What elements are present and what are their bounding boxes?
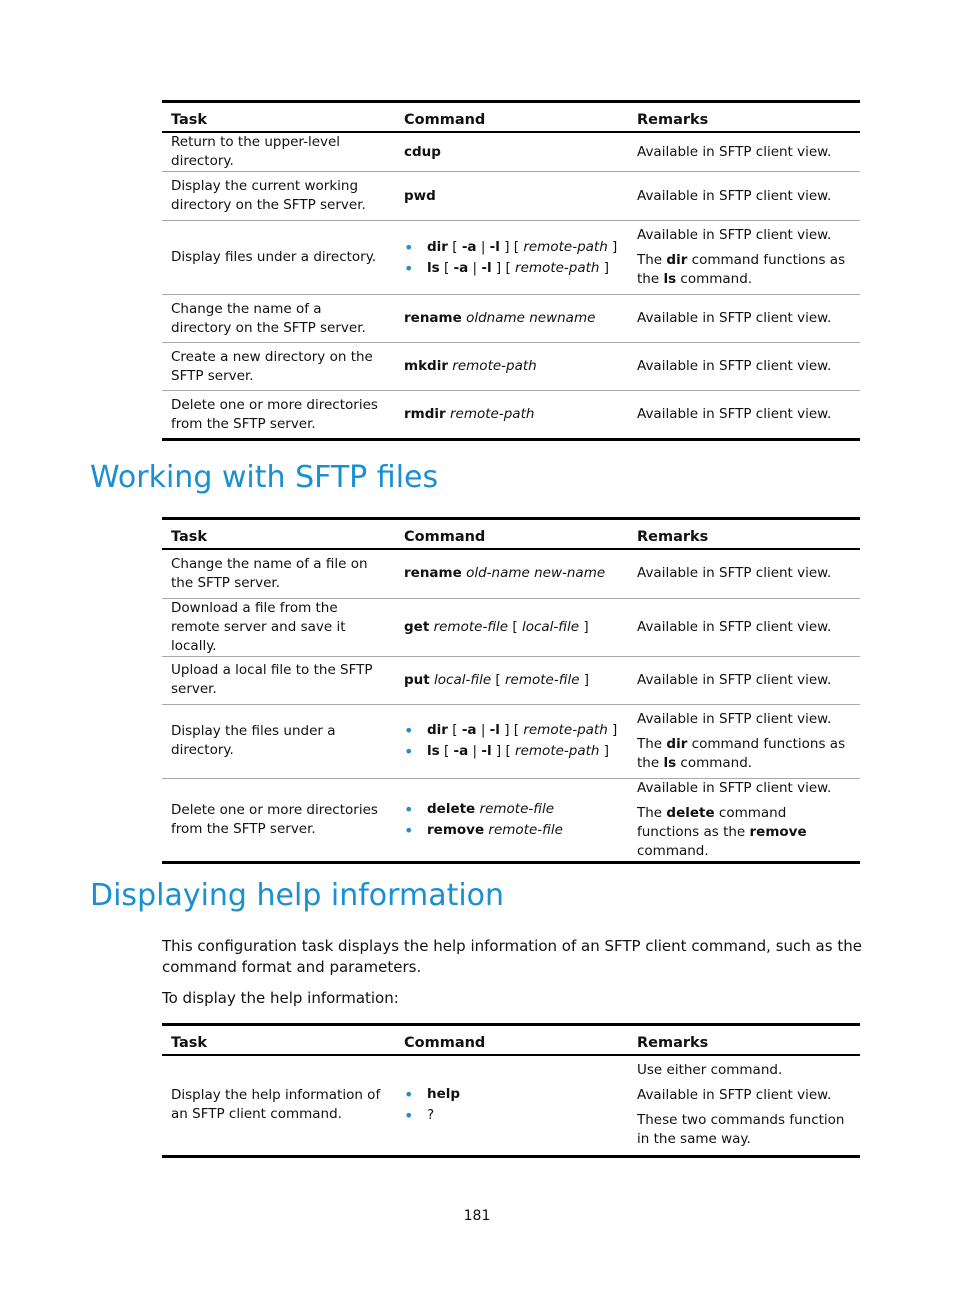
command-list-item: • delete remote-file <box>404 800 619 819</box>
remarks-cell <box>628 132 860 172</box>
help-commands-table <box>162 1023 860 1158</box>
table-row <box>162 221 860 295</box>
header-task: Task <box>162 102 395 133</box>
command-list-item: • remove remote-file <box>404 821 619 840</box>
command-list-item: • ls [ -a | -l ] [ remote-path ] <box>404 742 619 761</box>
command-list <box>404 721 619 761</box>
file-commands-table <box>162 517 860 864</box>
table-header-row <box>162 1025 860 1056</box>
page-number: 181 <box>463 1208 491 1224</box>
task-cell: Display the help information of an SFTP client command. <box>171 1087 381 1123</box>
remarks-cell <box>628 295 860 343</box>
task-cell: Download a file from the remote server and save it locally. <box>162 598 395 656</box>
remark-text: The dir command functions as the ls command. <box>637 735 846 771</box>
task-cell: Display files under a directory. <box>162 221 395 295</box>
header-task: Task <box>162 519 395 550</box>
remark-text: Available in SFTP client view. <box>637 671 832 688</box>
header-remarks: Remarks <box>628 102 860 133</box>
table-row <box>162 132 860 172</box>
remark-text: Use either command. <box>637 1062 783 1079</box>
command-cell: cdup <box>404 143 441 160</box>
directory-commands-table <box>162 100 860 441</box>
remark-text: The dir command functions as the ls command. <box>637 252 846 287</box>
section-title-help-information: Displaying help information <box>90 878 505 913</box>
task-cell: Change the name of a file on the SFTP server. <box>171 555 368 591</box>
remark-text: These two commands function in the same way. <box>637 1112 845 1148</box>
command-list-item: • dir [ -a | -l ] [ remote-path ] <box>404 721 619 740</box>
task-cell: Create a new directory on the SFTP server. <box>162 343 395 391</box>
table-row <box>162 778 860 862</box>
table-header-row <box>162 102 860 133</box>
command-cell <box>395 778 628 862</box>
command-list <box>404 238 619 278</box>
remarks-cell <box>628 598 860 656</box>
command-cell: mkdir remote-path <box>395 343 628 391</box>
remarks-cell <box>628 656 860 704</box>
section-title-working-with-files: Working with SFTP files <box>90 460 439 495</box>
remarks-cell <box>628 704 860 778</box>
command-cell <box>395 1055 628 1156</box>
task-cell: Delete one or more directories from the SFTP server. <box>162 391 395 440</box>
remarks-cell <box>628 172 860 221</box>
header-command: Command <box>395 1025 628 1056</box>
table-row <box>162 598 860 656</box>
command-cell: rename oldname newname <box>395 295 628 343</box>
task-cell: Display the files under a directory. <box>162 704 395 778</box>
header-task: Task <box>162 1025 395 1056</box>
header-remarks: Remarks <box>628 1025 860 1056</box>
remarks-cell <box>628 778 860 862</box>
header-remarks: Remarks <box>628 519 860 550</box>
command-cell: rmdir remote-path <box>395 391 628 440</box>
table-header-row <box>162 519 860 550</box>
table-row <box>162 172 860 221</box>
section-lead-paragraph: To display the help information: <box>162 989 399 1007</box>
remarks-cell <box>628 1055 860 1156</box>
command-cell: pwd <box>395 172 628 221</box>
command-list-item: • dir [ -a | -l ] [ remote-path ] <box>404 238 619 257</box>
task-cell: Upload a local file to the SFTP server. <box>162 656 395 704</box>
command-cell: get remote-file [ local-file ] <box>395 598 628 656</box>
task-cell: Display the current working directory on the SFTP server. <box>162 172 395 221</box>
remark-text: Available in SFTP client view. <box>637 187 832 204</box>
task-cell: Change the name of a directory on the SFTP server. <box>162 295 395 343</box>
command-list-item: • ls [ -a | -l ] [ remote-path ] <box>404 259 619 278</box>
command-list <box>404 800 619 840</box>
remark-text: Available in SFTP client view. <box>637 565 832 582</box>
remark-text: Available in SFTP client view. <box>637 406 832 422</box>
command-cell <box>395 221 628 295</box>
remark-text: Available in SFTP client view. <box>637 710 832 727</box>
command-cell <box>395 704 628 778</box>
header-command: Command <box>395 102 628 133</box>
task-cell: Return to the upper-level directory. <box>171 134 341 169</box>
remark-text: Available in SFTP client view. <box>637 227 832 243</box>
table-row <box>162 343 860 391</box>
remark-text: Available in SFTP client view. <box>637 310 832 326</box>
task-cell: Delete one or more directories from the SFTP server. <box>162 778 395 862</box>
remark-text: Available in SFTP client view. <box>637 143 832 160</box>
table-row <box>162 704 860 778</box>
section-intro-paragraph: This configuration task displays the help information of an SFTP client command, such as the command format and parameters. <box>162 937 862 976</box>
remark-text: Available in SFTP client view. <box>637 358 832 374</box>
remarks-cell <box>628 549 860 598</box>
command-list-item: • help <box>404 1085 619 1104</box>
command-list <box>404 1085 619 1125</box>
table-row <box>162 1055 860 1156</box>
table-row <box>162 549 860 598</box>
remarks-cell <box>628 391 860 440</box>
remarks-cell <box>628 221 860 295</box>
remark-text: Available in SFTP client view. <box>637 779 832 796</box>
header-command: Command <box>395 519 628 550</box>
remark-text: Available in SFTP client view. <box>637 618 832 635</box>
command-cell: put local-file [ remote-file ] <box>395 656 628 704</box>
command-cell: rename old-name new-name <box>404 565 606 582</box>
remarks-cell <box>628 343 860 391</box>
remark-text: Available in SFTP client view. <box>637 1087 832 1104</box>
command-list-item: • ? <box>404 1106 619 1125</box>
table-row <box>162 656 860 704</box>
table-row <box>162 391 860 440</box>
table-row <box>162 295 860 343</box>
remark-text: The delete command functions as the remove command. <box>637 804 807 859</box>
